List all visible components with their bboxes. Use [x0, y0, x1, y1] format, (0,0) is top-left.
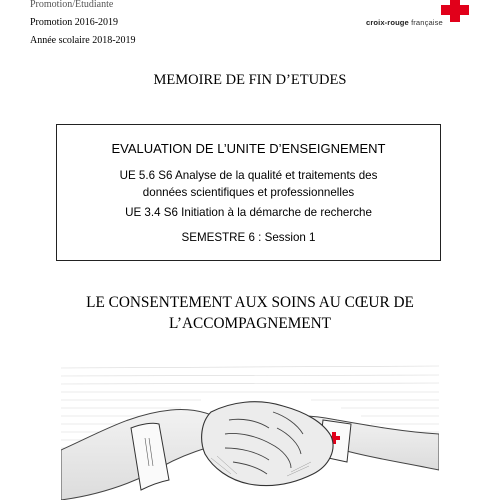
ue-5-6-line2: données scientifiques et professionnelles — [142, 186, 355, 199]
ue-5-6-line1: UE 5.6 S6 Analyse de la qualité et traitements des — [119, 169, 378, 182]
logo-text — [366, 18, 443, 27]
evaluation-title: EVALUATION DE L’UNITE D’ENSEIGNEMENT — [111, 141, 386, 156]
red-cross-icon-bar — [441, 5, 469, 15]
clasped-hands — [202, 402, 333, 486]
ue-3-4-text: UE 3.4 S6 Initiation à la démarche de recherche — [125, 206, 372, 219]
thesis-title-line2: L’ACCOMPAGNEMENT — [168, 315, 332, 332]
document-header — [30, 0, 136, 50]
memoire-title: MEMOIRE DE FIN D’ETUDES — [153, 72, 347, 88]
school-year-line: Année scolaire 2018-2019 — [30, 35, 136, 46]
semestre-text: SEMESTRE 6 : Session 1 — [181, 231, 316, 244]
evaluation-box — [56, 124, 441, 261]
thesis-title — [0, 292, 500, 334]
logo-text-bold: croix-rouge — [366, 18, 409, 27]
logo-text-regular: française — [408, 18, 443, 27]
handshake-sketch-icon — [61, 362, 439, 500]
ue-5-6-text — [57, 167, 440, 201]
promotion-line: Promotion 2016-2019 — [30, 17, 119, 28]
thesis-title-line1: LE CONSENTEMENT AUX SOINS AU CŒUR DE — [86, 294, 414, 311]
header-clipped-line: Promotion/Etudiante — [30, 0, 114, 10]
croix-rouge-logo — [366, 0, 500, 42]
